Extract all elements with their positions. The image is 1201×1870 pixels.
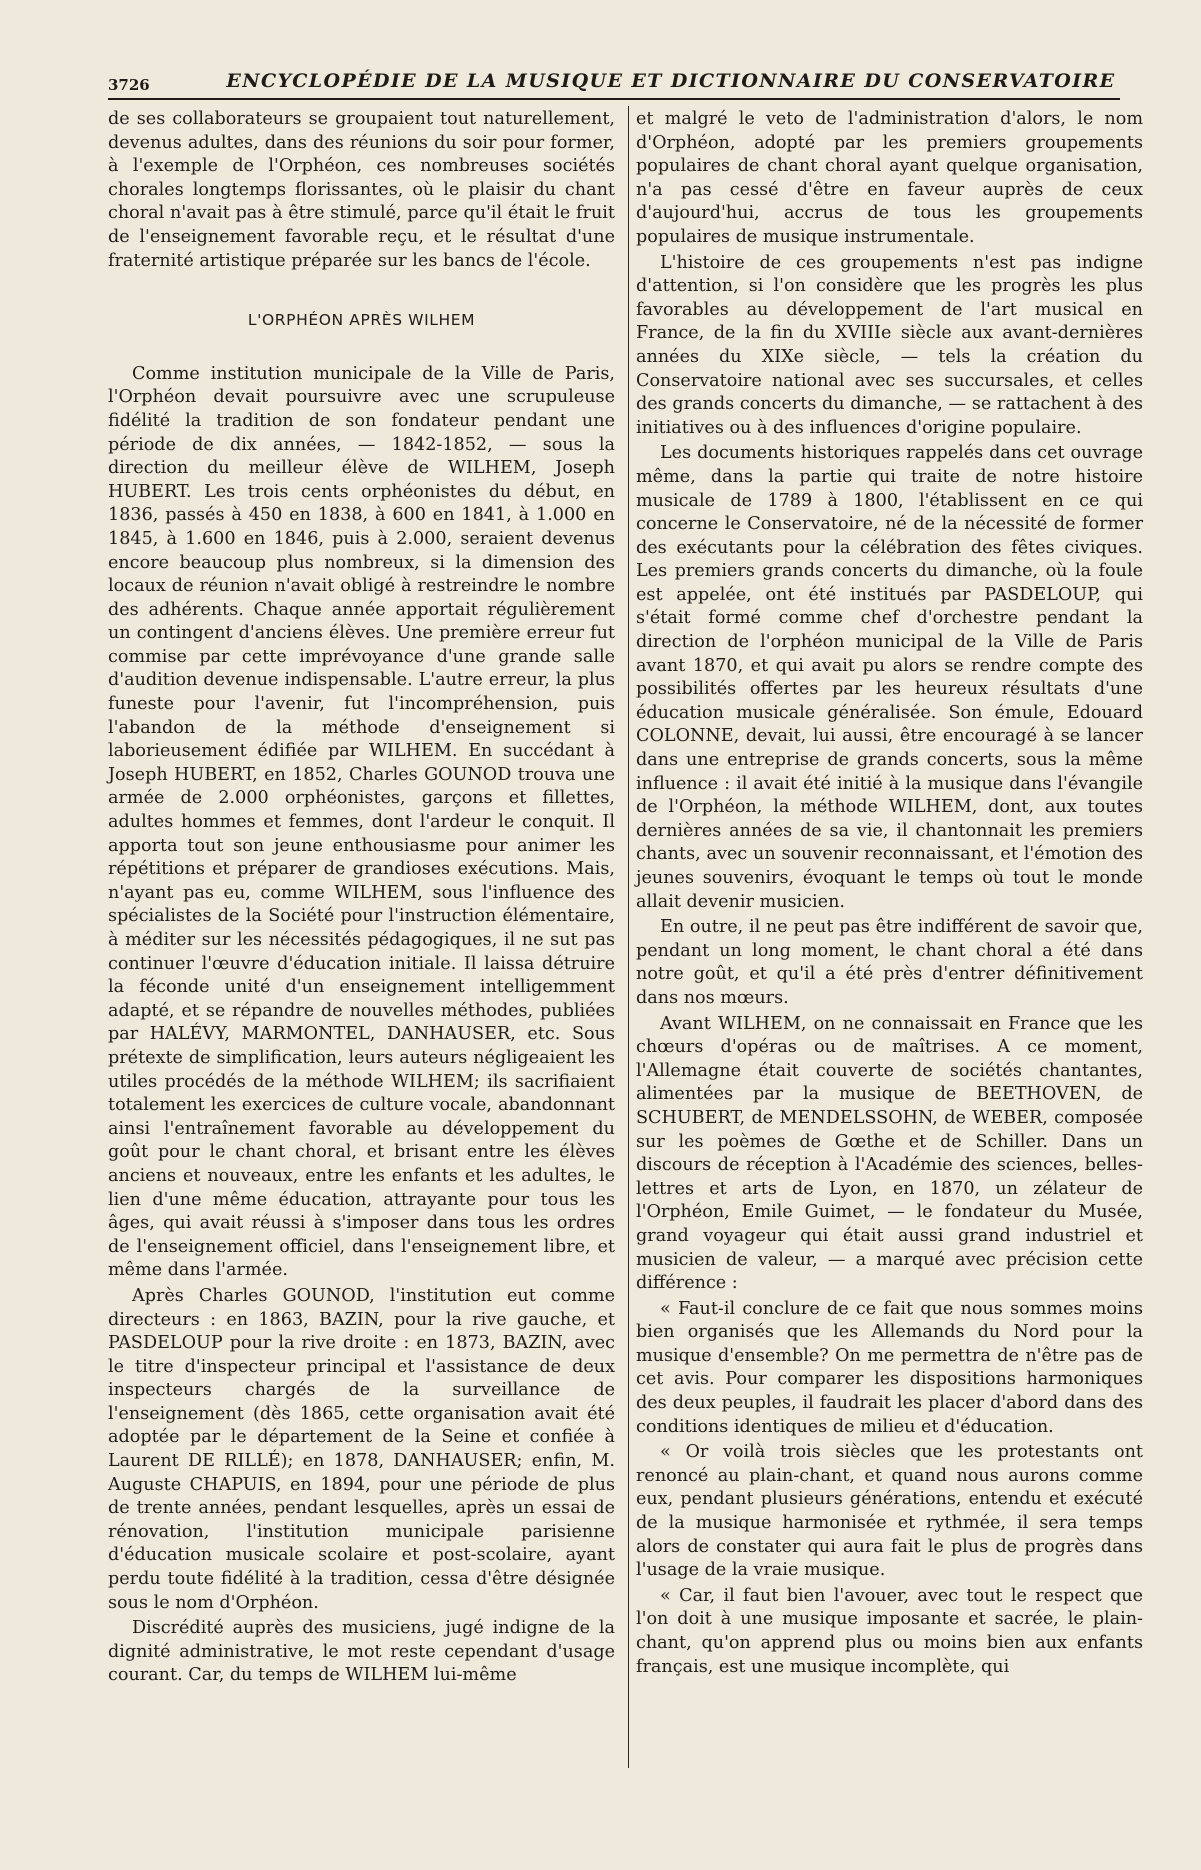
paragraph: Comme institution municipale de la Ville de Paris, l'Orphéon devait poursuivre avec une scrupuleuse fidélité la tradition de son fondateur pendant une période de dix années, — 1842-1852, — sous la direction du meilleur élève de WILHEM, Joseph HUBERT. Les trois cents orphéonistes du début, en 1836, passés à 450 en 1838, à 600 en 1841, à 1.000 en 1845, à 1.600 en 1846, puis à 2.000, seraient devenus encore beaucoup plus nombreux, si la dimension des locaux de réunion n'avait obligé à restreindre le nombre des adhérents. Chaque année apportait régulièrement un contingent d'anciens élèves. Une première erreur fut commise par cette imprévoyance d'une grande salle d'audition devenue indispensable. L'autre erreur, la plus funeste pour l'avenir, fut l'incompréhension, puis l'abandon de la méthode d'enseignement si laborieusement édifiée par WILHEM. En succédant à Joseph HUBERT, en 1852, Charles GOUNOD trouva une armée de 2.000 orphéonistes, garçons et fillettes, adultes hommes et femmes, dont l'ardeur le conquit. Il apporta tout son jeune enthousiasme pour animer les répétitions et préparer de grandioses exécutions. Mais, n'ayant pas eu, comme WILHEM, sous l'influence des spécialistes de la Société pour l'instruction élémentaire, à méditer sur les nécessités pédagogiques, il ne sut pas continuer l'œuvre d'éducation initiale. Il laissa détruire la féconde unité d'un enseignement intelligemment adapté, et se répandre de nouvelles méthodes, publiées par HALÉVY, MARMONTEL, DANHAUSER, etc. Sous prétexte de simplification, leurs auteurs négligeaient les utiles procédés de la méthode WILHEM; ils sacrifiaient totalement les exercices de culture vocale, abandonnant ainsi l'entraînement favorable au développement du goût pour le chant choral, et brisant entre les élèves anciens et nouveaux, entre les enfants et les adultes, le lien d'une même éducation, attrayante pour tous les âges, qui avait réussi à s'imposer dans tous les ordres de l'enseignement officiel, dans l'enseignement libre, et même dans l'armée. bbox=[108, 363, 615, 1281]
paragraph: Avant WILHEM, on ne connaissait en France que les chœurs d'opéras ou de maîtrises. A ce moment, l'Allemagne était couverte de sociétés chantantes, alimentées par la musique de BEETHOVEN, de SCHUBERT, de MENDELSSOHN, de WEBER, composée sur les poèmes de Gœthe et de Schiller. Dans un discours de réception à l'Académie des sciences, belles-lettres et arts de Lyon, en 1870, un zélateur de l'Orphéon, Emile Guimet, — le fondateur du Musée, grand voyageur qui était aussi grand industriel et musicien de valeur, — a marqué avec précision cette différence : bbox=[636, 1013, 1143, 1294]
paragraph: Les documents historiques rappelés dans cet ouvrage même, dans la partie qui traite de notre histoire musicale de 1789 à 1800, l'établissent en ce qui concerne le Conservatoire, né de la nécessité de former des exécutants pour la célébration des fêtes civiques. Les premiers grands concerts du dimanche, où la foule est appelée, ont été institués par PASDELOUP, qui s'était formé comme chef d'orchestre pendant la direction de l'orphéon municipal de la Ville de Paris avant 1870, et qui avait pu alors se rendre compte des possibilités offertes par les heureux résultats d'une éducation musicale généralisée. Son émule, Edouard COLONNE, devait, lui aussi, être encouragé à se lancer dans une entreprise de grands concerts, sous la même influence : il avait été initié à la musique dans l'évangile de l'Orphéon, la méthode WILHEM, dont, aux toutes dernières années de sa vie, il chantonnait les premiers chants, avec un souvenir reconnaissant, et l'émotion des jeunes souvenirs, évoquant le temps où tout le monde allait devenir musicien. bbox=[636, 443, 1143, 912]
paragraph: En outre, il ne peut pas être indifférent de savoir que, pendant un long moment, le chant choral a été dans notre goût, et qu'il a été près d'entrer définitivement dans nos mœurs. bbox=[636, 917, 1143, 1008]
page-number: 3726 bbox=[108, 76, 150, 94]
section-heading: L'ORPHÉON APRÈS WILHEM bbox=[247, 311, 476, 330]
right-column bbox=[636, 108, 1143, 1679]
quote-paragraph: « Car, il faut bien l'avouer, avec tout le respect que l'on doit à une musique imposante et sacrée, le plain-chant, qu'on apprend plus ou moins bien aux enfants français, est une musique incomplète, qui bbox=[636, 1585, 1143, 1677]
page-header bbox=[108, 68, 1120, 100]
quote-paragraph: « Or voilà trois siècles que les protestants ont renoncé au plain-chant, et quand nous aurons comme eux, pendant plusieurs générations, entendu et exécuté de la musique harmonisée et rythmée, il sera temps alors de constater qui aura fait le plus de progrès dans l'usage de la vraie musique. bbox=[636, 1442, 1143, 1581]
quote-paragraph: « Faut-il conclure de ce fait que nous sommes moins bien organisés que les Allemands du Nord pour la musique d'ensemble? On me permettra de n'être pas de cet avis. Pour comparer les dispositions harmoniques des deux peuples, il faudrait les placer d'abord dans des conditions identiques de milieu et d'éducation. bbox=[636, 1298, 1143, 1437]
paragraph: L'histoire de ces groupements n'est pas indigne d'attention, si l'on considère que les progrès les plus favorables au développement de l'art musical en France, de la fin du XVIIIe siècle aux avant-dernières années du XIXe siècle, — tels la création du Conservatoire national avec ses succursales, et celles des grands concerts du dimanche, — se rattachent à des initiatives ou à des influences d'origine populaire. bbox=[636, 252, 1143, 438]
paragraph: de ses collaborateurs se groupaient tout naturellement, devenus adultes, dans des réunions du soir pour former, à l'exemple de l'Orphéon, ces nombreuses sociétés chorales longtemps florissantes, où le plaisir du chant choral n'avait pas à être stimulé, parce qu'il était le fruit de l'enseignement favorable reçu, et le résultat d'une fraternité artistique préparée sur les bancs de l'école. bbox=[108, 109, 615, 271]
paragraph: et malgré le veto de l'administration d'alors, le nom d'Orphéon, adopté par les premiers groupements populaires de chant choral ayant quelque organisation, n'a pas cessé d'être en faveur auprès de ceux d'aujourd'hui, accrus de tous les groupements populaires de musique instrumentale. bbox=[636, 109, 1143, 247]
left-column bbox=[108, 108, 615, 1688]
paragraph: Après Charles GOUNOD, l'institution eut comme directeurs : en 1863, BAZIN, pour la rive gauche, et PASDELOUP pour la rive droite : en 1873, BAZIN, avec le titre d'inspecteur principal et l'assistance de deux inspecteurs chargés de la surveillance de l'enseignement (dès 1865, cette organisation avait été adoptée par le département de la Seine et confiée à Laurent DE RILLÉ); en 1878, DANHAUSER; enfin, M. Auguste CHAPUIS, en 1894, pour une période de plus de trente années, pendant lesquelles, après un essai de rénovation, l'institution municipale parisienne d'éducation musicale scolaire et post-scolaire, ayant perdu toute fidélité à la tradition, cessa d'être désignée sous le nom d'Orphéon. bbox=[108, 1285, 615, 1613]
running-title: ENCYCLOPÉDIE DE LA MUSIQUE ET DICTIONNAIRE DU CONSERVATOIRE bbox=[226, 70, 1116, 92]
paragraph: Discrédité auprès des musiciens, jugé indigne de la dignité administrative, le mot reste cependant d'usage courant. Car, du temps de WILHEM lui-même bbox=[108, 1618, 615, 1686]
column-divider bbox=[628, 106, 629, 1768]
